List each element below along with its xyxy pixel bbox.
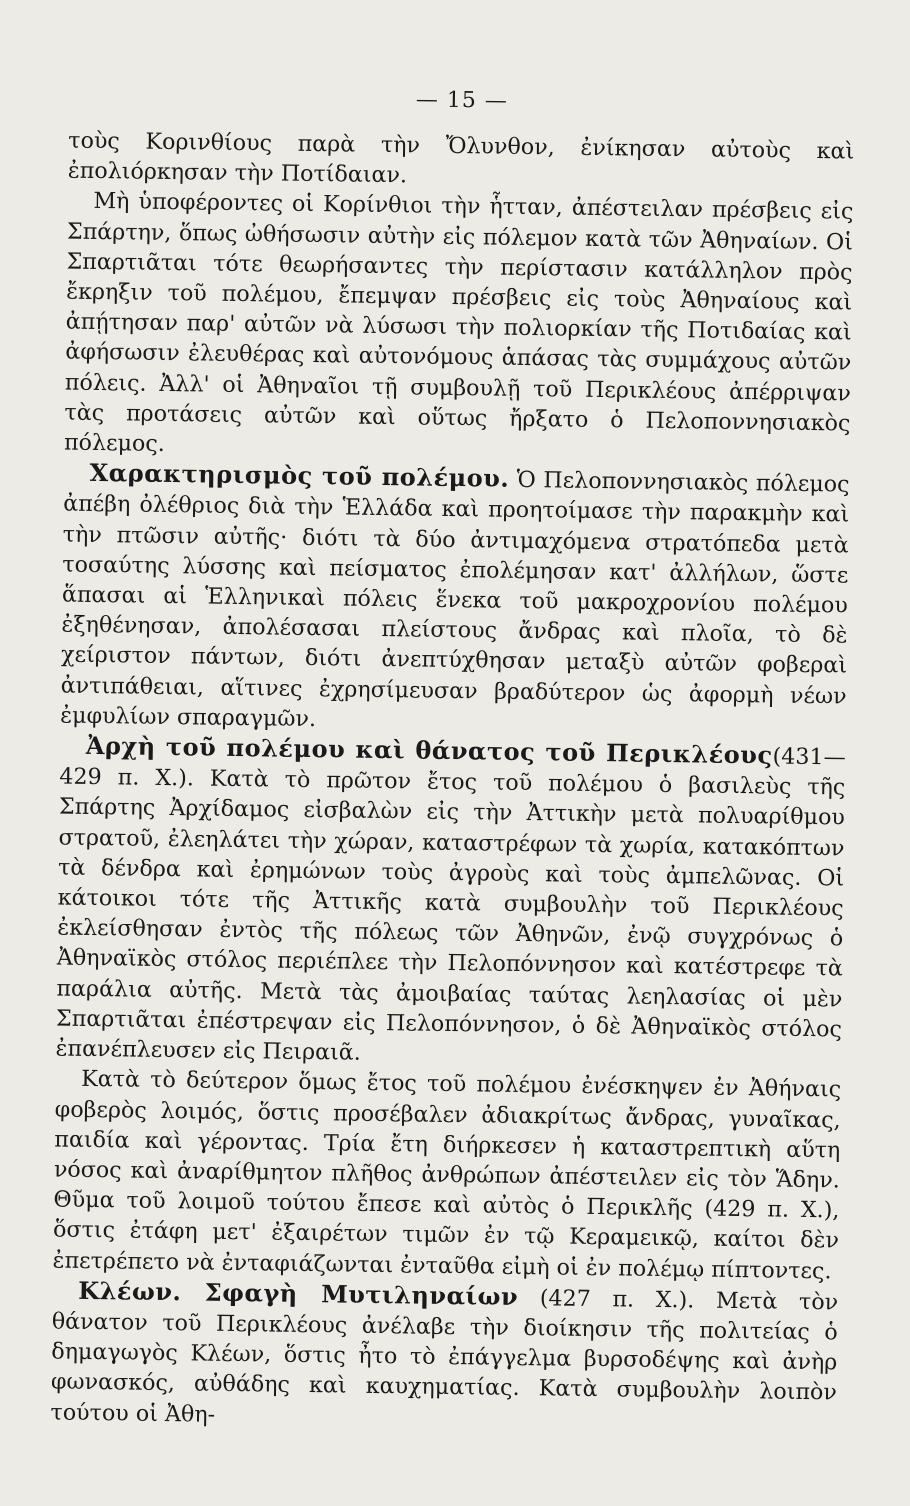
paragraph-plague: [52, 1064, 841, 1286]
paragraph-text: Ὁ Πελοποννησιακὸς πόλεμος ἀπέβη ὀλέθριος διὰ τὴν Ἑλλάδα καὶ προητοίμασε τὴν παρακμὴν καὶ τὴν πτῶσιν αὐτῆς· διότι τὰ δύο ἀντιμαχόμενα στρατόπεδα μετὰ τοσαύτης λύσσης καὶ πείσματος ἐπολέμησαν κατ' ἀλλήλων, ὥστε ἅπασαι αἱ Ἑλληνικαὶ πόλεις ἕνεκα τοῦ μακροχρονίου πολέμου ἐξηθένησαν, ἀπολέσασαι πλείστους ἄνδρας καὶ πλοῖα, τὸ δὲ χείριστον πάντων, διότι ἀνεπτύχθησαν μεταξὺ αὐτῶν φοβεραὶ ἀντιπάθειαι, αἵτινες ἐχρησίμευσαν βραδύτερον ὡς ἀφορμὴ νέων ἐμφυλίων σπαραγμῶν.: [60, 467, 850, 732]
body-text: [50, 126, 854, 1439]
section-heading: Κλέων. Σφαγὴ Μυτιληναίων: [78, 1275, 519, 1311]
paragraph-spartan-embassy: [64, 186, 854, 469]
paragraph-text: (431—429 π. Χ.). Κατὰ τὸ πρῶτον ἔτος τοῦ πολέμου ὁ βασιλεὺς τῆς Σπάρτης Ἀρχίδαμος εἰσβαλὼν εἰς τὴν Ἀττικὴν μετὰ πολυαρίθμου στρατοῦ, ἐλεηλάτει τὴν χώραν, καταστρέφων τὰ χωρία, κατακόπτων τὰ δένδρα καὶ ἐρημώνων τοὺς ἀγροὺς καὶ τοὺς ἀμπελῶνας. Οἱ κάτοικοι τότε τῆς Ἀττικῆς κατὰ συμβουλὴν τοῦ Περικλέους ἐκλείσθησαν ἐντὸς τῆς πόλεως τῶν Ἀθηνῶν, ἐνῷ συγχρόνως ὁ Ἀθηναϊκὸς στόλος περιέπλεε τὴν Πελοπόννησον καὶ κατέστρεφε τὰ παράλια αὐτῆς. Μετὰ τὰς ἀμοιβαίας ταύτας λεηλασίας οἱ μὲν Σπαρτιᾶται ἐπέστρεψαν εἰς Πελοπόννησον, ὁ δὲ Ἀθηναϊκὸς στόλος ἐπανέπλευσεν εἰς Πειραιᾶ.: [55, 743, 846, 1066]
paragraph-continuation: [68, 126, 855, 197]
paragraph-text: τοὺς Κορινθίους παρὰ τὴν Ὄλυνθον, ἐνίκησαν αὐτοὺς καὶ ἐπολιόρκησαν τὴν Ποτίδαιαν.: [67, 127, 855, 189]
page-number: — 15 —: [415, 87, 509, 114]
paragraph-cleon: [50, 1275, 838, 1438]
paragraph-war-start: [55, 731, 846, 1075]
section-heading: Χαρακτηρισμὸς τοῦ πολέμου.: [89, 458, 510, 493]
paragraph-text: Μὴ ὑποφέροντες οἱ Κορίνθιοι τὴν ἧτταν, ἀπέστειλαν πρέσβεις εἰς Σπάρτην, ὅπως ὠθήσωσιν αὐτὴν εἰς πόλεμον κατὰ τῶν Ἀθηναίων. Οἱ Σπαρτιᾶται τότε θεωρήσαντες τὴν περίστασιν κατάλληλον πρὸς ἔκρηξιν τοῦ πολέμου, ἔπεμψαν πρέσβεις εἰς τοὺς Ἀθηναίους καὶ ἀπῄτησαν παρ' αὐτῶν νὰ λύσωσι τὴν πολιορκίαν τῆς Ποτιδαίας καὶ ἀφήσωσιν ἐλευθέρας καὶ αὐτονόμους ἁπάσας τὰς συμμάχους αὐτῶν πόλεις. Ἀλλ' οἱ Ἀθηναῖοι τῇ συμβουλῇ τοῦ Περικλέους ἀπέρριψαν τὰς προτάσεις αὐτῶν καὶ οὕτως ἤρξατο ὁ Πελοποννησιακὸς πόλεμος.: [63, 188, 854, 457]
paragraph-text: Κατὰ τὸ δεύτερον ὅμως ἔτος τοῦ πολέμου ἐνέσκηψεν ἐν Ἀθήναις φοβερὸς λοιμός, ὅστις προσέβαλεν ἀδιακρίτως ἄνδρας, γυναῖκας, παιδία καὶ γέροντας. Τρία ἔτη διήρκεσεν ἡ καταστρεπτικὴ αὕτη νόσος καὶ ἀναρίθμητον πλῆθος ἀνθρώπων ἀπέστειλεν εἰς τὸν Ἅδην. Θῦμα τοῦ λοιμοῦ τούτου ἔπεσε καὶ αὐτὸς ὁ Περικλῆς (429 π. Χ.), ὅστις ἐτάφη μετ' ἐξαιρέτων τιμῶν ἐν τῷ Κεραμεικῷ, καίτοι δὲν ἐπετρέπετο νὰ ἐνταφιάζωνται ἐνταῦθα εἰμὴ οἱ ἐν πολέμῳ πίπτοντες.: [52, 1066, 842, 1284]
paragraph-war-character: [60, 458, 850, 742]
section-heading: Ἀρχὴ τοῦ πολέμου καὶ θάνατος τοῦ Περικλέους: [85, 730, 773, 770]
paragraph-text: (427 π. Χ.). Μετὰ τὸν θάνατον τοῦ Περικλέους ἀνέλαβε τὴν διοίκησιν τῆς πολιτείας ὁ δημαγωγὸς Κλέων, ὅστις ἦτο τὸ ἐπάγγελμα βυρσοδέψης καὶ ἀνὴρ φωνασκός, αὐθάδης καὶ καυχηματίας. Κατὰ συμβουλὴν λοιπὸν τούτου οἱ Ἀθη-: [50, 1284, 839, 1428]
